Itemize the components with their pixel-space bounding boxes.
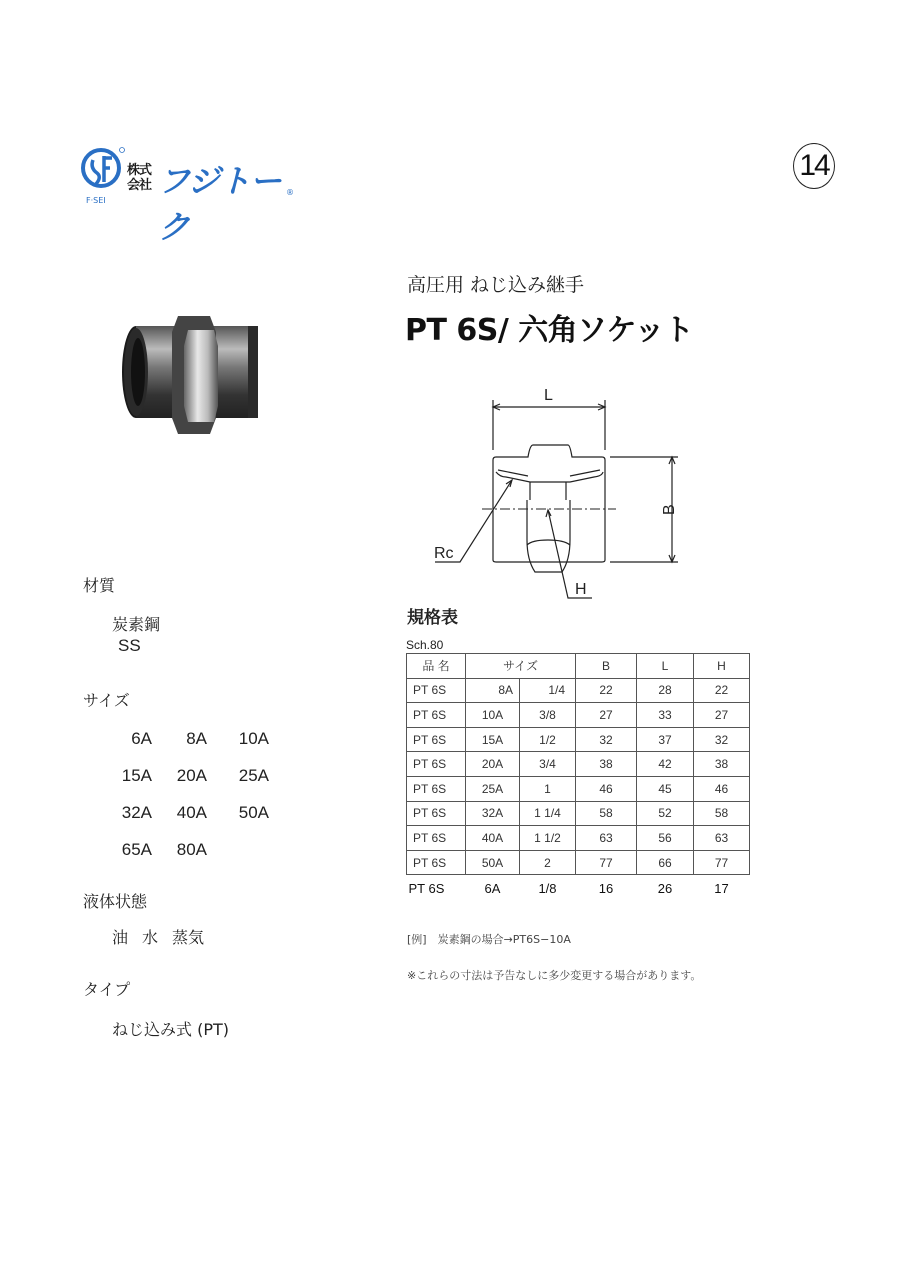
cell-h: 22 bbox=[694, 678, 750, 703]
cell-name: PT 6S bbox=[407, 678, 466, 703]
size-item: 15A bbox=[121, 765, 152, 785]
size-item: 6A bbox=[131, 728, 152, 748]
cell-h: 58 bbox=[694, 801, 750, 826]
cell-h: 32 bbox=[694, 727, 750, 752]
size-item: 25A bbox=[238, 765, 269, 785]
order-example: [例] 炭素鋼の場合→PT6S−10A bbox=[407, 933, 571, 946]
logo-registered-mark: ® bbox=[286, 188, 294, 197]
cell-b: 22 bbox=[576, 678, 637, 703]
fluid-list bbox=[112, 925, 204, 948]
table-row bbox=[407, 752, 750, 777]
spec-table-title: 規格表 bbox=[407, 608, 458, 628]
page-number: 14 bbox=[793, 143, 835, 189]
cell-size-in: 1/2 bbox=[520, 727, 576, 752]
fluid-water: 水 bbox=[142, 928, 159, 947]
fsei-logo-icon bbox=[80, 146, 128, 208]
hex-socket-photo bbox=[118, 302, 268, 440]
cell-l: 42 bbox=[637, 752, 694, 777]
type-value: ねじ込み式 (PT) bbox=[112, 1020, 229, 1039]
cell-size-in: 1 1/4 bbox=[520, 801, 576, 826]
material-value-jp: 炭素鋼 bbox=[112, 615, 161, 634]
cell-l: 26 bbox=[637, 875, 694, 901]
cell-l: 45 bbox=[637, 776, 694, 801]
cell-b: 46 bbox=[576, 776, 637, 801]
disclaimer-note: ※これらの寸法は予告なしに多少変更する場合があります。 bbox=[407, 969, 702, 982]
cell-h: 38 bbox=[694, 752, 750, 777]
cell-l: 33 bbox=[637, 703, 694, 728]
fluid-oil: 油 bbox=[112, 928, 129, 947]
header-l: L bbox=[637, 654, 694, 679]
size-heading: サイズ bbox=[83, 691, 130, 710]
cell-h: 27 bbox=[694, 703, 750, 728]
cell-h: 77 bbox=[694, 850, 750, 875]
cell-h: 63 bbox=[694, 826, 750, 851]
table-row bbox=[407, 826, 750, 851]
svg-text:F·SEI: F·SEI bbox=[86, 196, 106, 205]
table-row bbox=[407, 850, 750, 875]
product-title: PT 6S/ 六角ソケット bbox=[405, 313, 694, 348]
cell-name: PT 6S bbox=[407, 776, 466, 801]
cell-size-a: 10A bbox=[466, 703, 520, 728]
cell-name: PT 6S bbox=[407, 703, 466, 728]
size-item: 32A bbox=[121, 802, 152, 822]
cell-b: 58 bbox=[576, 801, 637, 826]
cell-size-in: 3/4 bbox=[520, 752, 576, 777]
cell-size-a: 32A bbox=[466, 801, 520, 826]
cell-name: PT 6S bbox=[407, 752, 466, 777]
size-item: 8A bbox=[186, 728, 207, 748]
size-item: 50A bbox=[238, 802, 269, 822]
logo-kanji-line2: 会社 bbox=[127, 178, 152, 193]
cell-l: 28 bbox=[637, 678, 694, 703]
size-item: 65A bbox=[121, 839, 152, 859]
size-item: 20A bbox=[176, 765, 207, 785]
logo-kabushiki bbox=[127, 163, 151, 193]
material-value-code: SS bbox=[118, 636, 141, 655]
logo-kanji-line1: 株式 bbox=[127, 163, 152, 178]
cell-size-in: 1 bbox=[520, 776, 576, 801]
header-h: H bbox=[694, 654, 750, 679]
cell-b: 63 bbox=[576, 826, 637, 851]
product-subtitle: 高圧用 ねじ込み継手 bbox=[407, 274, 585, 296]
type-heading: タイプ bbox=[83, 980, 131, 999]
cell-size-in: 2 bbox=[520, 850, 576, 875]
spec-table bbox=[406, 653, 750, 901]
logo-company-name: フジトーク bbox=[158, 162, 281, 246]
cell-size-a: 25A bbox=[466, 776, 520, 801]
cell-size-in: 1 1/2 bbox=[520, 826, 576, 851]
cell-name: PT 6S bbox=[407, 875, 466, 901]
cell-name: PT 6S bbox=[407, 727, 466, 752]
cell-size-a: 8A bbox=[466, 678, 520, 703]
size-row bbox=[110, 794, 310, 831]
label-b: B bbox=[661, 504, 678, 515]
schedule-label: Sch.80 bbox=[406, 638, 444, 652]
cell-l: 66 bbox=[637, 850, 694, 875]
table-row bbox=[407, 727, 750, 752]
dimension-diagram bbox=[420, 380, 700, 610]
table-row bbox=[407, 678, 750, 703]
cell-size-in: 1/8 bbox=[520, 875, 576, 901]
header-size: サイズ bbox=[466, 654, 576, 679]
fluid-heading: 液体状態 bbox=[83, 892, 148, 911]
label-rc: Rc bbox=[434, 545, 454, 562]
label-h: H bbox=[575, 581, 587, 598]
header-name: 品 名 bbox=[407, 654, 466, 679]
size-item: 80A bbox=[176, 839, 207, 859]
cell-size-a: 20A bbox=[466, 752, 520, 777]
table-header-row bbox=[407, 654, 750, 679]
cell-l: 37 bbox=[637, 727, 694, 752]
cell-h: 17 bbox=[694, 875, 750, 901]
cell-name: PT 6S bbox=[407, 801, 466, 826]
size-item: 10A bbox=[238, 728, 269, 748]
cell-b: 38 bbox=[576, 752, 637, 777]
header-b: B bbox=[576, 654, 637, 679]
cell-b: 16 bbox=[576, 875, 637, 901]
cell-b: 27 bbox=[576, 703, 637, 728]
size-row bbox=[110, 757, 310, 794]
cell-size-in: 3/8 bbox=[520, 703, 576, 728]
cell-h: 46 bbox=[694, 776, 750, 801]
size-item: 40A bbox=[176, 802, 207, 822]
table-row bbox=[407, 776, 750, 801]
fluid-steam: 蒸気 bbox=[172, 928, 205, 947]
size-row bbox=[110, 720, 310, 757]
size-list bbox=[110, 720, 310, 868]
cell-b: 77 bbox=[576, 850, 637, 875]
table-row-extra bbox=[407, 875, 750, 901]
cell-size-a: 40A bbox=[466, 826, 520, 851]
cell-size-a: 6A bbox=[466, 875, 520, 901]
label-l: L bbox=[544, 387, 553, 404]
cell-name: PT 6S bbox=[407, 850, 466, 875]
size-row bbox=[110, 831, 310, 868]
cell-size-in: 1/4 bbox=[520, 678, 576, 703]
company-logo bbox=[80, 146, 300, 246]
cell-size-a: 15A bbox=[466, 727, 520, 752]
cell-l: 56 bbox=[637, 826, 694, 851]
table-row bbox=[407, 703, 750, 728]
cell-name: PT 6S bbox=[407, 826, 466, 851]
table-row bbox=[407, 801, 750, 826]
cell-size-a: 50A bbox=[466, 850, 520, 875]
cell-l: 52 bbox=[637, 801, 694, 826]
cell-b: 32 bbox=[576, 727, 637, 752]
material-heading: 材質 bbox=[83, 576, 116, 595]
